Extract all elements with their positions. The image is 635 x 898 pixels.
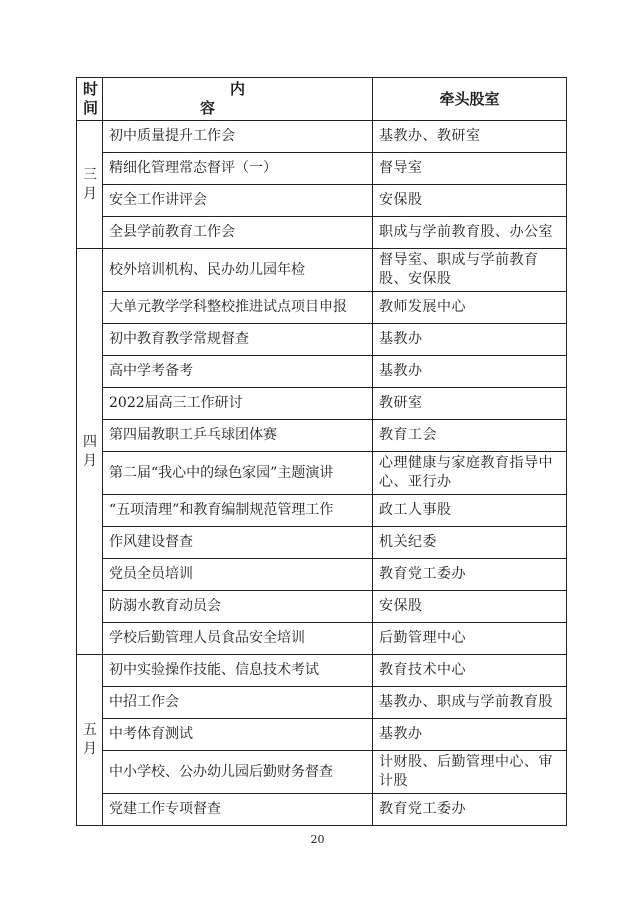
item-content: 学校后勤管理人员食品安全培训 [103,623,373,655]
item-content: 校外培训机构、民办幼儿园年检 [103,249,373,292]
item-content: 中考体育测试 [103,719,373,751]
table-row [77,591,567,623]
item-content: 初中质量提升工作会 [103,121,373,153]
item-dept: 教育党工委办 [373,794,567,826]
item-dept: 教师发展中心 [373,292,567,324]
item-dept: 机关纪委 [373,527,567,559]
table-row [77,356,567,388]
month-label: 四月 [77,249,103,655]
item-content: 安全工作讲评会 [103,185,373,217]
item-content: 初中教育教学常规督查 [103,324,373,356]
item-dept: 教研室 [373,388,567,420]
table-row [77,687,567,719]
item-dept: 基教办 [373,356,567,388]
item-content: 高中学考备考 [103,356,373,388]
item-dept: 心理健康与家庭教育指导中心、亚行办 [373,452,567,495]
item-dept: 督导室、职成与学前教育股、安保股 [373,249,567,292]
item-content: 中小学校、公办幼儿园后勤财务督查 [103,751,373,794]
header-content: 内 容 [103,78,373,121]
item-dept: 职成与学前教育股、办公室 [373,217,567,249]
table-header-row [77,78,567,121]
table-row [77,623,567,655]
month-label: 三月 [77,121,103,249]
item-content: “五项清理”和教育编制规范管理工作 [103,495,373,527]
item-dept: 基教办 [373,719,567,751]
page-number: 20 [310,833,325,846]
item-content: 2022届高三工作研讨 [103,388,373,420]
table-row [77,121,567,153]
item-content: 党员全员培训 [103,559,373,591]
table-row [77,217,567,249]
item-dept: 安保股 [373,591,567,623]
item-content: 中招工作会 [103,687,373,719]
item-dept: 基教办 [373,324,567,356]
header-dept: 牵头股室 [373,78,567,121]
table-row [77,292,567,324]
item-dept: 教育技术中心 [373,655,567,687]
table-row [77,249,567,292]
item-dept: 督导室 [373,153,567,185]
item-content: 防溺水教育动员会 [103,591,373,623]
table-row [77,794,567,826]
item-dept: 后勤管理中心 [373,623,567,655]
table-row [77,655,567,687]
table-row [77,527,567,559]
item-dept: 基教办、教研室 [373,121,567,153]
table-row [77,420,567,452]
item-content: 初中实验操作技能、信息技术考试 [103,655,373,687]
table-row [77,324,567,356]
item-dept: 安保股 [373,185,567,217]
item-content: 第四届教职工乒乓球团体赛 [103,420,373,452]
schedule-table [76,77,567,826]
header-time: 时间 [77,78,103,121]
table-row [77,559,567,591]
table-row [77,153,567,185]
item-dept: 计财股、后勤管理中心、审计股 [373,751,567,794]
item-content: 作风建设督查 [103,527,373,559]
item-content: 大单元教学学科整校推进试点项目申报 [103,292,373,324]
item-dept: 教育工会 [373,420,567,452]
item-dept: 政工人事股 [373,495,567,527]
table-row [77,185,567,217]
month-label: 五月 [77,655,103,826]
item-dept: 教育党工委办 [373,559,567,591]
table-row [77,751,567,794]
table-row [77,388,567,420]
table-row [77,719,567,751]
item-content: 党建工作专项督查 [103,794,373,826]
item-content: 精细化管理常态督评（一） [103,153,373,185]
table-row [77,452,567,495]
item-dept: 基教办、职成与学前教育股 [373,687,567,719]
item-content: 全县学前教育工作会 [103,217,373,249]
table-row [77,495,567,527]
item-content: 第二届“我心中的绿色家园”主题演讲 [103,452,373,495]
